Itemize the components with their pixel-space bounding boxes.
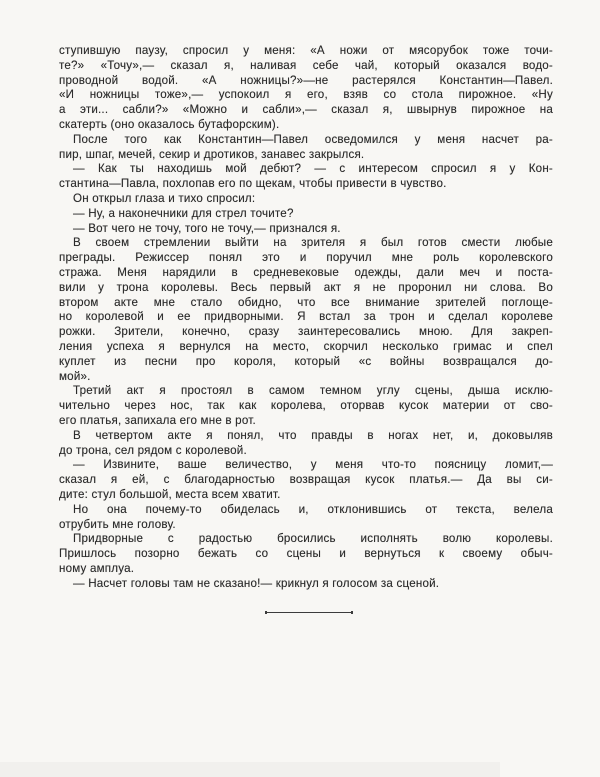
page-text bbox=[59, 44, 553, 591]
text-line: дите: стул большой, места всем хватит. bbox=[59, 487, 281, 501]
text-line: После того как Константин—Павел осведомился у меня насчет ра- bbox=[73, 132, 553, 146]
paragraph bbox=[59, 44, 553, 133]
text-line: стража. Меня нарядили в средневековые одежды, дали меч и поста- bbox=[59, 265, 553, 279]
text-line: скатерть (оно оказалось бутафорским). bbox=[59, 117, 280, 131]
text-line: сказал я ей, с благодарностью возвращая кусок платья.— Да вы си- bbox=[59, 473, 553, 487]
text-line: стантина—Павла, похлопав его по щекам, чтобы привести в чувство. bbox=[59, 177, 447, 191]
text-line: — Вот чего не точу, того не точу,— признался я. bbox=[73, 221, 341, 235]
text-line: Пришлось позорно бежать со сцены и вернуться к своему обыч- bbox=[59, 547, 553, 561]
text-line: Он открыл глаза и тихо спросил: bbox=[73, 191, 256, 205]
text-line: рожки. Зрители, конечно, сразу заинтересовались мною. Для закреп- bbox=[59, 325, 553, 339]
text-line: — Ну, а наконечники для стрел точите? bbox=[73, 206, 294, 220]
paragraph bbox=[59, 207, 553, 222]
paragraph bbox=[59, 503, 553, 533]
paragraph bbox=[59, 133, 553, 163]
text-line: до трона, сел рядом с королевой. bbox=[59, 443, 247, 457]
text-line: те?» «Точу»,— сказал я, наливая себе чай, который оказался водо- bbox=[59, 58, 553, 72]
paragraph bbox=[59, 384, 553, 428]
text-line: пир, шпаг, мечей, секир и дротиков, занавес закрылся. bbox=[59, 147, 365, 161]
text-line: Третий акт я простоял в самом темном углу сцены, дыша исклю- bbox=[73, 384, 553, 398]
text-line: — Как ты находишь мой дебют? — с интересом спросил я у Кон- bbox=[73, 162, 553, 176]
text-line: втором акте мне стало обидно, что все внимание зрителей поглоще- bbox=[59, 295, 553, 309]
text-line: ному амплуа. bbox=[59, 561, 135, 575]
text-line: Придворные с радостью бросились исполнять волю королевы. bbox=[73, 532, 553, 546]
paragraph bbox=[59, 429, 553, 459]
text-line: куплет из песни про короля, который «с войны возвращался до- bbox=[59, 354, 553, 368]
text-line: Но она почему-то обиделась и, отклонившись от текста, велела bbox=[73, 502, 553, 516]
text-line: мой». bbox=[59, 369, 91, 383]
text-line: В своем стремлении выйти на зрителя я был готов смести любые bbox=[73, 236, 553, 250]
paragraph bbox=[59, 222, 553, 237]
text-line: — Насчет головы там не сказано!— крикнул я голосом за сценой. bbox=[73, 576, 440, 590]
text-line: но королевой и ее придворными. Я встал за трон и сделал королеве bbox=[59, 310, 553, 324]
section-divider-rule bbox=[265, 612, 353, 613]
text-line: отрубить мне голову. bbox=[59, 517, 176, 531]
scan-artifact bbox=[0, 762, 500, 777]
paragraph bbox=[59, 577, 553, 592]
text-line: ления успеха я вернулся на место, скорчил несколько гримас и спел bbox=[59, 339, 553, 353]
text-line: ступившую паузу, спросил у меня: «А ножи от мясорубок тоже точи- bbox=[59, 44, 553, 57]
paragraph bbox=[59, 236, 553, 384]
paragraph bbox=[59, 192, 553, 207]
text-line: «И ножницы тоже»,— успокоил я его, взяв со стола пирожное. «Ну bbox=[59, 88, 553, 102]
paragraph bbox=[59, 532, 553, 576]
text-line: вили у трона королевы. Весь первый акт я не проронил ни слова. Во bbox=[59, 280, 553, 294]
text-line: В четвертом акте я понял, что правды в ногах нет, и, доковыляв bbox=[73, 428, 553, 442]
text-line: проводной водой. «А ножницы?»—не растерялся Константин—Павел. bbox=[59, 73, 553, 87]
text-line: чительно через нос, так как королева, оторвав кусок материи от сво- bbox=[59, 399, 553, 413]
paragraph bbox=[59, 458, 553, 502]
text-line: а эти... сабли?» «Можно и сабли»,— сказал я, швырнув пирожное на bbox=[59, 103, 553, 117]
text-line: его платья, запихала его мне в рот. bbox=[59, 413, 256, 427]
text-line: — Извините, ваше величество, у меня что-то поясницу ломит,— bbox=[73, 458, 553, 472]
paragraph bbox=[59, 162, 553, 192]
text-line: преграды. Режиссер понял это и поручил мне роль королевского bbox=[59, 251, 553, 265]
